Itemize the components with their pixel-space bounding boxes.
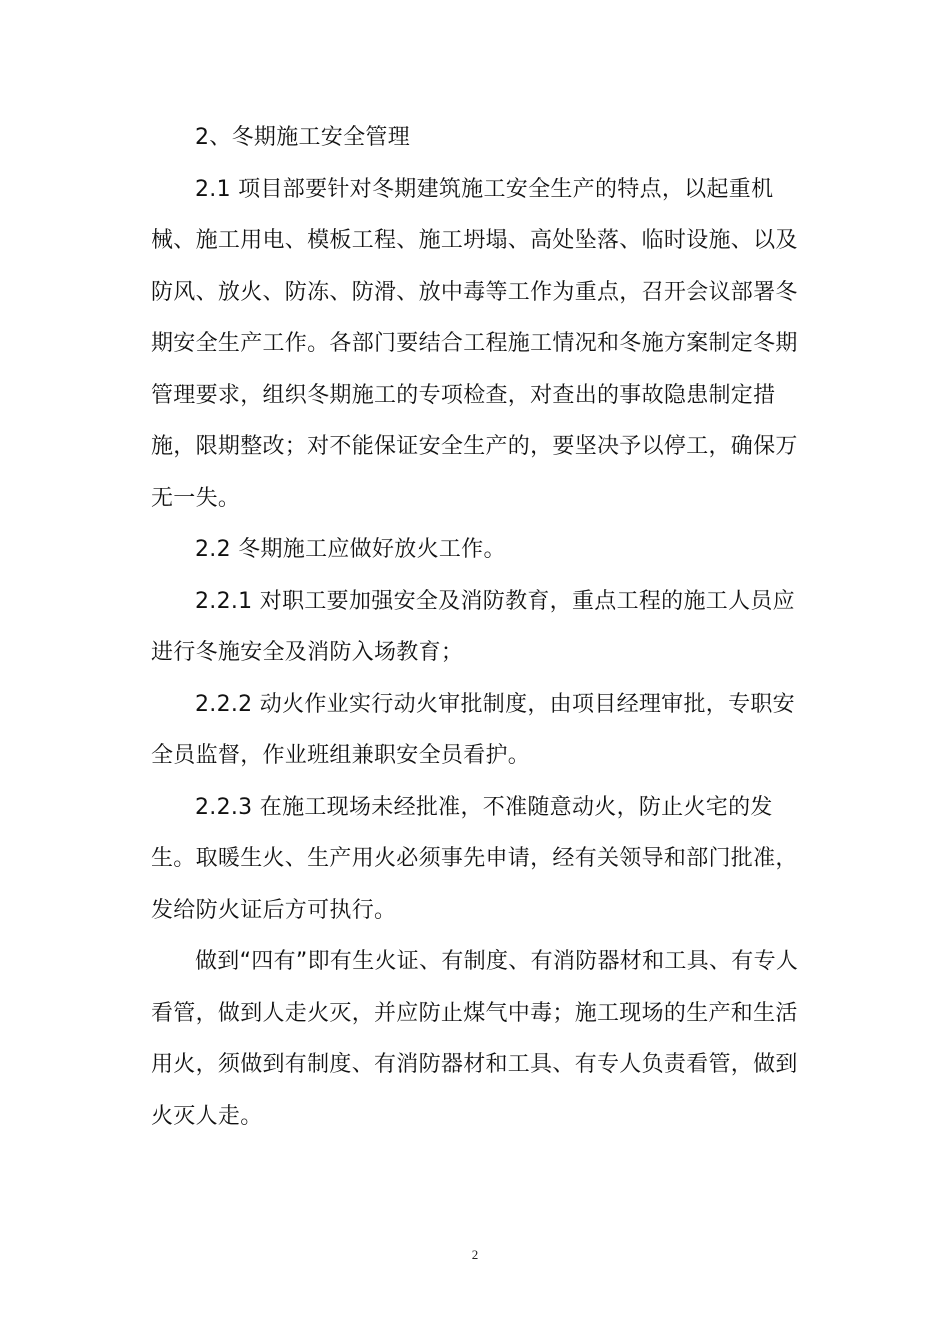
text-line: 做到“四有”即有生火证、有制度、有消防器材和工具、有专人	[195, 949, 799, 974]
text-line: 2.2 冬期施工应做好放火工作。	[195, 537, 506, 562]
paragraph-four-haves	[151, 936, 803, 1142]
paragraph-2-2-1	[151, 576, 803, 679]
text-line: 2.2.1 对职工要加强安全及消防教育，重点工程的施工人员应	[195, 588, 795, 614]
text-line: 全员监督，作业班组兼职安全员看护。	[151, 743, 531, 768]
page-number: 2	[471, 1247, 479, 1262]
text-line: 2、冬期施工安全管理	[195, 125, 410, 150]
text-line: 进行冬施安全及消防入场教育；	[151, 640, 464, 665]
paragraph-2-2-3	[151, 782, 803, 937]
text-line: 防风、放火、防冻、防滑、放中毒等工作为重点，召开会议部署冬	[151, 279, 798, 305]
text-line: 看管，做到人走火灭，并应防止煤气中毒；施工现场的生产和生活	[151, 1000, 798, 1026]
text-line: 无一失。	[151, 485, 241, 511]
paragraph-2-2	[151, 524, 803, 576]
text-line: 械、施工用电、模板工程、施工坍塌、高处坠落、临时设施、以及	[151, 228, 798, 253]
paragraph-2-1	[151, 164, 803, 525]
text-line: 生。取暖生火、生产用火必须事先申请，经有关领导和部门批准，	[151, 846, 798, 871]
text-line: 管理要求，组织冬期施工的专项检查，对查出的事故隐患制定措	[151, 382, 776, 408]
text-line: 发给防火证后方可执行。	[151, 897, 397, 923]
section-heading-winter-safety	[151, 112, 803, 164]
text-line: 期安全生产工作。各部门要结合工程施工情况和冬施方案制定冬期	[151, 331, 798, 356]
text-line: 施，限期整改；对不能保证安全生产的，要坚决予以停工，确保万	[151, 434, 798, 459]
document-body	[151, 112, 803, 1142]
text-line: 2.2.3 在施工现场未经批准，不准随意动火，防止火宅的发	[195, 794, 773, 820]
paragraph-2-2-2	[151, 679, 803, 782]
text-line: 火灭人走。	[151, 1103, 263, 1129]
text-line: 用火，须做到有制度、有消防器材和工具、有专人负责看管，做到	[151, 1052, 798, 1077]
text-line: 2.1 项目部要针对冬期建筑施工安全生产的特点，以起重机	[195, 176, 774, 202]
text-line: 2.2.2 动火作业实行动火审批制度，由项目经理审批，专职安	[195, 691, 795, 717]
